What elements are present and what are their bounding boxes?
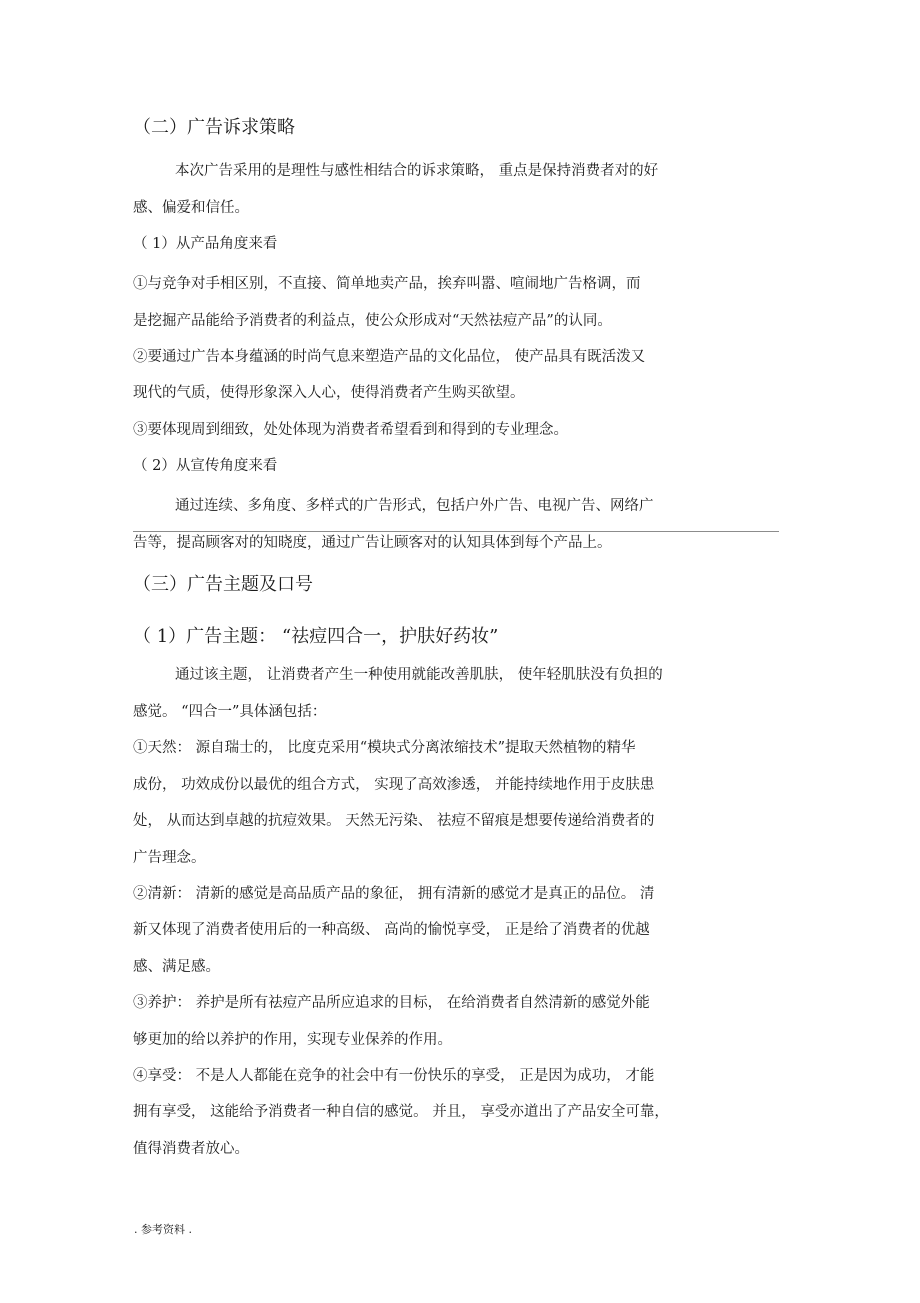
subheading-publicity-angle: （ 2）从宣传角度来看 bbox=[133, 458, 278, 474]
paragraph-line: 值得消费者放心。 bbox=[133, 1141, 249, 1157]
paragraph-line: 是挖掘产品能给予消费者的利益点，使公众形成对“天然祛痘产品”的认同。 bbox=[133, 313, 612, 329]
paragraph-line: 广告理念。 bbox=[133, 850, 206, 866]
paragraph-line: ②要通过广告本身蕴涵的时尚气息来塑造产品的文化品位， 使产品具有既活泼又 bbox=[133, 349, 646, 365]
paragraph-line: 通过连续、多角度、多样式的广告形式，包括户外广告、电视广告、网络广 bbox=[175, 498, 654, 514]
paragraph-line: 现代的气质，使得形象深入人心，使得消费者产生购买欲望。 bbox=[133, 385, 525, 401]
paragraph-line: ①与竞争对手相区别，不直接、简单地卖产品，挨弃叫嚣、喧闹地广告格调，而 bbox=[133, 276, 641, 292]
paragraph-line: 成份， 功效成份以最优的组合方式， 实现了高效渗透， 并能持续地作用于皮肤患 bbox=[133, 777, 655, 793]
paragraph-line: ④享受： 不是人人都能在竞争的社会中有一份快乐的享受， 正是因为成功， 才能 bbox=[133, 1068, 655, 1084]
page-footer: . 参考资料 . bbox=[134, 1223, 192, 1236]
theme-title: （ 1）广告主题： “祛痘四合一，护肤好药妆” bbox=[133, 626, 499, 647]
paragraph-line: 够更加的给以养护的作用，实现专业保养的作用。 bbox=[133, 1032, 452, 1048]
section-heading-3: （三）广告主题及口号 bbox=[133, 574, 313, 595]
paragraph-line: ②清新： 清新的感觉是高品质产品的象征， 拥有清新的感觉才是真正的品位。 清 bbox=[133, 886, 655, 902]
paragraph-line: 感、偏爱和信任。 bbox=[133, 200, 249, 216]
paragraph-line: 新又体现了消费者使用后的一种高级、 高尚的愉悦享受， 正是给了消费者的优越 bbox=[133, 922, 650, 938]
paragraph-line: 感、满足感。 bbox=[133, 959, 220, 975]
paragraph-line: 通过该主题， 让消费者产生一种使用就能改善肌肤， 使年轻肌肤没有负担的 bbox=[175, 667, 663, 683]
paragraph-line: 告等，提高顾客对的知晓度，通过广告让顾客对的认知具体到每个产品上。 bbox=[133, 535, 612, 551]
paragraph-line: 感觉。 “四合一”具体涵包括： bbox=[133, 704, 327, 720]
section-heading-2: （二）广告诉求策略 bbox=[133, 117, 295, 138]
paragraph-line: ③要体现周到细致，处处体现为消费者希望看到和得到的专业理念。 bbox=[133, 422, 568, 438]
paragraph-line: ③养护： 养护是所有祛痘产品所应追求的目标， 在给消费者自然清新的感觉外能 bbox=[133, 995, 650, 1011]
paragraph-line: 处， 从而达到卓越的抗痘效果。 天然无污染、 祛痘不留痕是想要传递给消费者的 bbox=[133, 813, 655, 829]
paragraph-line: 本次广告采用的是理性与感性相结合的诉求策略， 重点是保持消费者对的好 bbox=[175, 163, 659, 179]
paragraph-line: 拥有享受， 这能给予消费者一种自信的感觉。 并且， 享受亦道出了产品安全可靠， bbox=[133, 1104, 669, 1120]
subheading-product-angle: （ 1）从产品角度来看 bbox=[133, 236, 278, 252]
paragraph-line: ①天然： 源自瑞士的， 比度克采用“模块式分离浓缩技术”提取天然植物的精华 bbox=[133, 740, 636, 756]
horizontal-divider bbox=[133, 531, 779, 532]
